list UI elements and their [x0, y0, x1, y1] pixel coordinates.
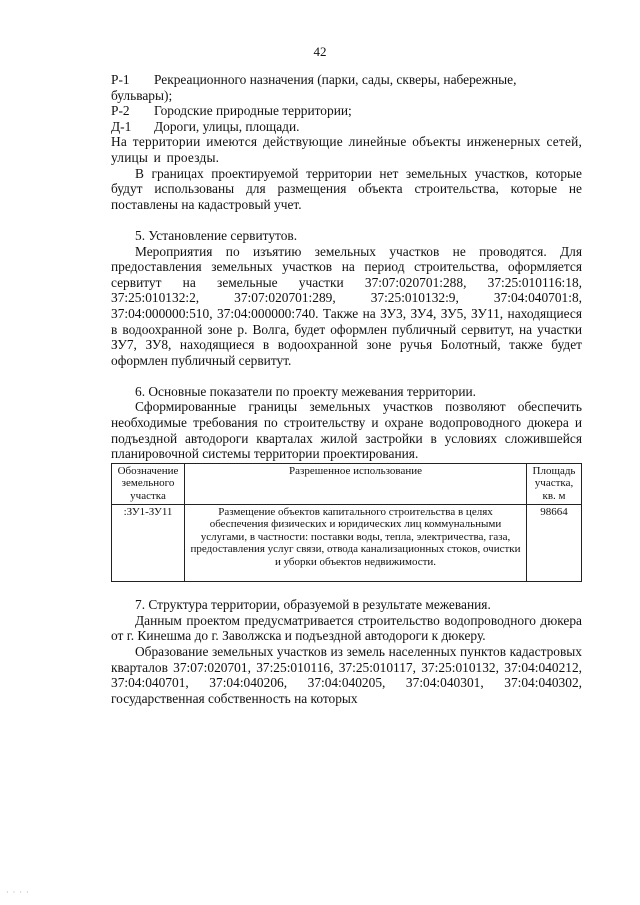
zone-code: Р-2 — [111, 103, 130, 119]
table-header-row — [112, 463, 582, 504]
page-body — [111, 72, 582, 706]
scan-artifact: · · · · — [6, 888, 30, 897]
zone-item — [111, 103, 582, 119]
cell-area: 98664 — [527, 504, 582, 581]
section-5-text: Мероприятия по изъятию земельных участков не проводятся. Для предоставления земельных участков на период строительства, оформляется сервитут на земельные участки 37:07:020701:288, 37:25:010116:18, 37:25:010132:2, 37:07:020701:289, 37:25:010132:9, 37:04:040701:8, 37:04:000000:510, 37:04:000000:740. Также на ЗУ3, ЗУ4, ЗУ5, ЗУ11, находящиеся в водоохранной зоне р. Волга, будет оформлен публичный сервитут, на участки ЗУ7, ЗУ8, находящиеся в водоохранной зоне ручья Болотный, также будет оформлен публичный сервитут. — [111, 243, 582, 368]
zone-item — [111, 119, 582, 135]
land-plot-table — [111, 463, 582, 582]
section-6-text: Сформированные границы земельных участков позволяют обеспечить необходимые требования по строительству и охране водопроводного дюкера и подъездной автодороги кварталах жилой застройки в условиях сложившейся планировочной системы территории проектирования. — [111, 399, 582, 462]
zone-code: Д-1 — [111, 118, 132, 134]
section-7-text-2: Образование земельных участков из земель населенных пунктов кадастровых кварталов 37:07:020701, 37:25:010116, 37:25:010117, 37:25:010132, 37:04:040212, 37:04:040701, 37:04:040206, 37:04:040205, 37:04:040301, 37:04:040302, государственная собственность на которых — [111, 644, 582, 706]
cell-permitted-use: Размещение объектов капитального строительства в целях обеспечения физических и юридических лиц коммунальными услугами, в частности: поставки воды, тепла, электричества, газа, предоставления услуг связи, отвода канализационных стоков, очистки и уборки объектов недвижимости. — [185, 504, 527, 581]
page-number: 42 — [313, 44, 327, 59]
section-5-heading: 5. Установление сервитутов. — [135, 227, 298, 243]
cell-plot-designation: :ЗУ1-ЗУ11 — [112, 504, 185, 581]
zone-item — [111, 72, 582, 88]
table-row — [112, 504, 582, 581]
zone-description: Рекреационного назначения (парки, сады, скверы, набережные, — [154, 72, 517, 87]
header-plot-designation: Обозначение земельного участка — [112, 463, 185, 504]
zone-description: Городские природные территории; — [154, 103, 352, 119]
header-permitted-use: Разрешенное использование — [185, 463, 527, 504]
territory-paragraph: На территории имеются действующие линейные объекты инженерных сетей, улицы и проезды. — [111, 134, 582, 165]
section-7-text-1: Данным проектом предусматривается строительство водопроводного дюкера от г. Кинешма до г. Заволжска и подъездной автодороги к дюкеру. — [111, 612, 582, 644]
zone-description-continued: бульвары); — [111, 87, 173, 103]
section-7-heading: 7. Структура территории, образуемой в результате межевания. — [135, 597, 491, 613]
zone-description: Дороги, улицы, площади. — [154, 118, 300, 134]
no-plots-paragraph: В границах проектируемой территории нет земельных участков, которые будут использованы для размещения объекта строительства, которые не поставлены на кадастровый учет. — [111, 165, 582, 212]
header-area: Площадь участка, кв. м — [527, 463, 582, 504]
zone-code: Р-1 — [111, 72, 130, 87]
section-6-heading: 6. Основные показатели по проекту межевания территории. — [135, 383, 477, 399]
